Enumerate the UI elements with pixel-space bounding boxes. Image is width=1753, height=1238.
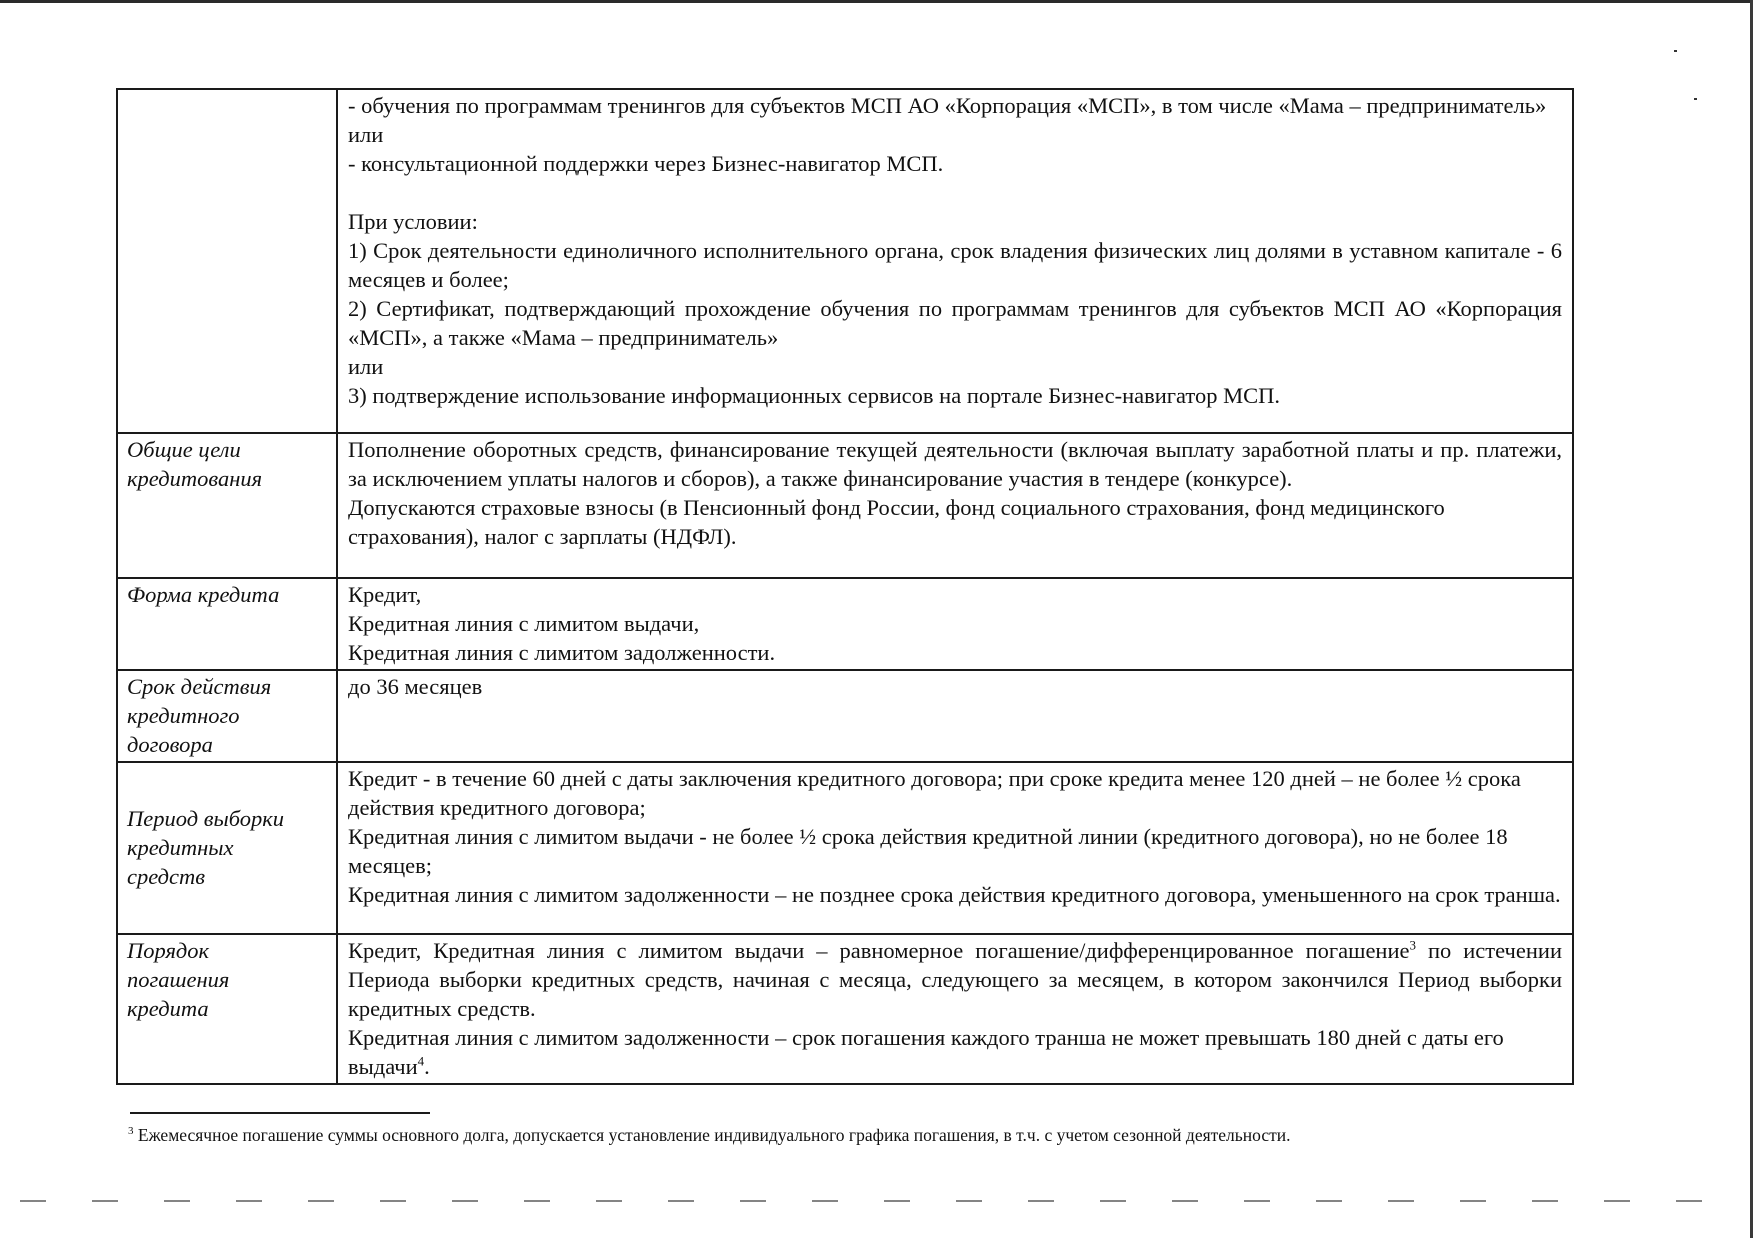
row-label-contract-term: Срок действия кредитного договора	[117, 670, 337, 762]
row-content-repayment-order	[337, 934, 1573, 1084]
row-content-credit-purposes	[337, 433, 1573, 578]
row-label-repayment-order: Порядок погашения кредита	[117, 934, 337, 1084]
credit-terms-table	[116, 88, 1574, 1085]
row-label-empty	[117, 89, 337, 433]
paragraph: Кредит,	[348, 582, 422, 607]
paragraph: 2) Сертификат, подтверждающий прохождение обучения по программам тренингов для субъектов МСП АО «Корпорация «МСП», а также «Мама – предприниматель»	[348, 296, 1562, 350]
table-row-contract-term	[117, 670, 1573, 762]
paragraph: При условии:	[348, 209, 478, 234]
footnote-ref: 3	[1409, 937, 1416, 953]
paragraph: Допускаются страховые взносы (в Пенсионный фонд России, фонд социального страхования, фонд медицинского страхования), налог с зарплаты (НДФЛ).	[348, 495, 1445, 549]
table-row-credit-purposes	[117, 433, 1573, 578]
paragraph: или	[348, 354, 384, 379]
paragraph: до 36 месяцев	[348, 674, 483, 699]
paragraph: или	[348, 122, 384, 147]
footnote-marker: 3	[128, 1125, 134, 1138]
paragraph: Пополнение оборотных средств, финансирование текущей деятельности (включая выплату заработной платы и пр. платежи, за исключением уплаты налогов и сборов), а также финансирование участия в тендере (конкурсе).	[348, 437, 1562, 491]
row-content-eligibility	[337, 89, 1573, 433]
paragraph: Кредитная линия с лимитом выдачи,	[348, 611, 700, 636]
table-row-drawdown-period	[117, 762, 1573, 934]
paragraph: Кредитная линия с лимитом задолженности – срок погашения каждого транша не может превышать 180 дней с даты его выдачи$^4$.	[348, 1025, 1504, 1079]
scan-speck	[1694, 98, 1697, 100]
paragraph: Кредитная линия с лимитом выдачи - не более ½ срока действия кредитной линии (кредитного договора), но не более 18 месяцев;	[348, 824, 1508, 878]
paragraph: Кредит - в течение 60 дней с даты заключения кредитного договора; при сроке кредита менее 120 дней – не более ½ срока действия кредитного договора;	[348, 766, 1521, 820]
paragraph: - обучения по программам тренингов для субъектов МСП АО «Корпорация «МСП», в том числе «Мама – предприниматель»	[348, 93, 1547, 118]
row-label-drawdown-period: Период выборки кредитных средств	[117, 762, 337, 934]
table-row-eligibility-continued	[117, 89, 1573, 433]
paragraph: 3) подтверждение использование информационных сервисов на портале Бизнес-навигатор МСП.	[348, 383, 1280, 408]
footnote-ref: 4	[417, 1053, 425, 1069]
paragraph: Кредит, Кредитная линия с лимитом выдачи – равномерное погашение/дифференцированное погашение$^3$ по истечении Периода выборки кредитных средств, начиная с месяца, следующего за месяцем, в котором закончился Период выборки кредитных средств.	[348, 937, 1562, 1021]
paragraph: - консультационной поддержки через Бизнес-навигатор МСП.	[348, 151, 944, 176]
footnote-separator	[130, 1112, 430, 1114]
row-label-credit-purposes: Общие цели кредитования	[117, 433, 337, 578]
scan-speck	[1674, 50, 1677, 52]
row-content-credit-form	[337, 578, 1573, 670]
footnote-text: Ежемесячное погашение суммы основного долга, допускается установление индивидуального графика погашения, в т.ч. с учетом сезонной деятельности.	[133, 1125, 1291, 1145]
row-content-drawdown-period	[337, 762, 1573, 934]
footnote	[128, 1124, 1290, 1146]
scan-border-top	[0, 0, 1753, 3]
paragraph: 1) Срок деятельности единоличного исполнительного органа, срок владения физических лиц долями в уставном капитале - 6 месяцев и более;	[348, 238, 1562, 292]
paragraph-gap	[348, 178, 1562, 207]
table-row-credit-form	[117, 578, 1573, 670]
paragraph: Кредитная линия с лимитом задолженности – не позднее срока действия кредитного договора, уменьшенного на срок транша.	[348, 882, 1561, 907]
table-row-repayment-order	[117, 934, 1573, 1084]
row-content-contract-term	[337, 670, 1573, 762]
scan-artifact-dashes	[20, 1200, 1720, 1202]
paragraph: Кредитная линия с лимитом задолженности.	[348, 640, 776, 665]
row-label-credit-form: Форма кредита	[117, 578, 337, 670]
